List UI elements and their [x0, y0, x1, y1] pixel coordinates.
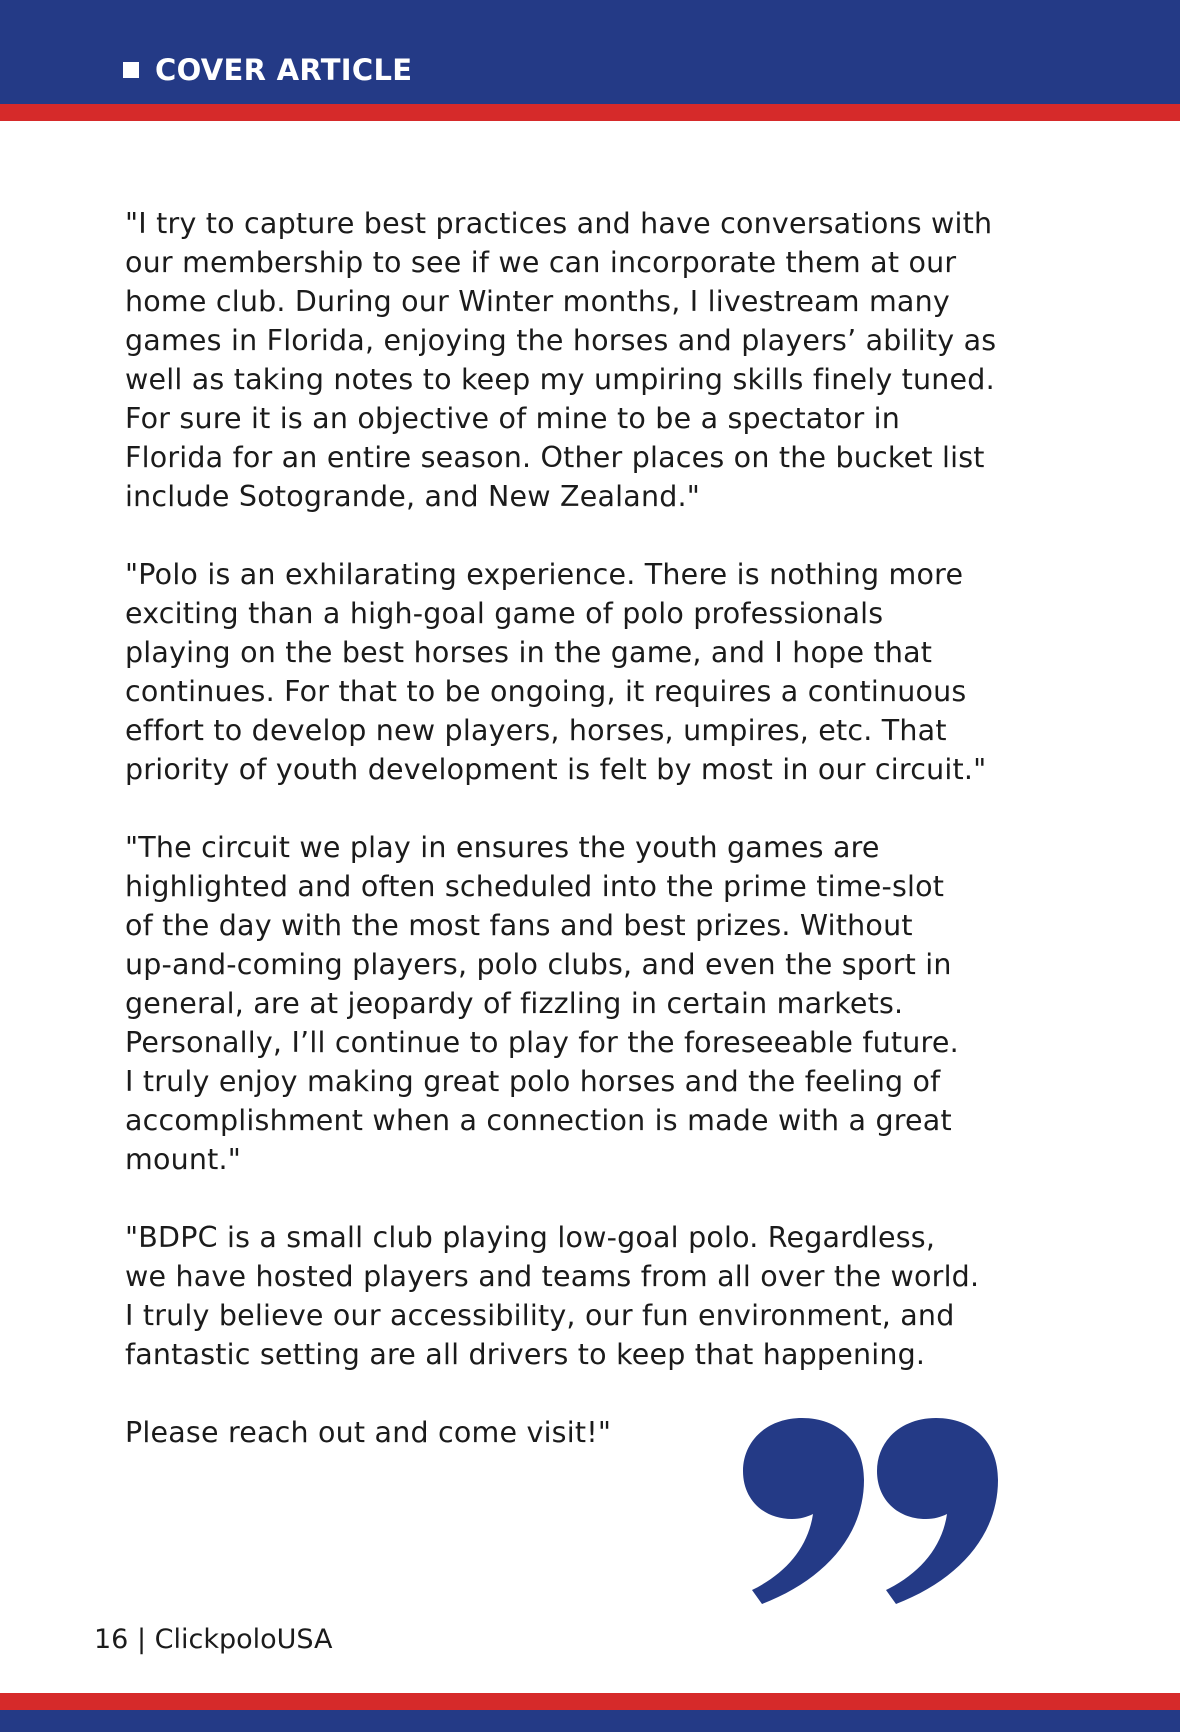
article-body — [125, 204, 1075, 1491]
article-paragraph-3: "The circuit we play in ensures the youth games are highlighted and often scheduled into the prime time-slot of the day with the most fans and best prizes. Without up-and-coming players, polo clubs, and even the sport in general, are at jeopardy of fizzling in certain markets. Personally, I’ll continue to play for the foreseeable future. I truly enjoy making great polo horses and the feeling of accomplishment when a connection is made with a great mount." — [125, 831, 959, 1176]
article-paragraph-1: "I try to capture best practices and have conversations with our membership to see if we can incorporate them at our home club. During our Winter months, I livestream many games in Florida, enjoying the horses and players’ ability as well as taking notes to keep my umpiring skills finely tuned. For sure it is an objective of mine to be a spectator in Florida for an entire season. Other places on the bucket list include Sotogrande, and New Zealand." — [125, 207, 997, 513]
article-paragraph-4: "BDPC is a small club playing low-goal polo. Regardless, we have hosted players and teams from all over the world. I truly believe our accessibility, our fun environment, and fantastic setting are all drivers to keep that happening. — [125, 1221, 980, 1371]
section-label: COVER ARTICLE — [155, 53, 413, 87]
footer-bar — [0, 1710, 1180, 1732]
closing-quote-icon — [740, 1418, 1000, 1604]
quote-comma-left — [743, 1418, 864, 1604]
article-paragraph-2: "Polo is an exhilarating experience. There is nothing more exciting than a high-goal game of polo professionals playing on the best horses in the game, and I hope that continues. For that to be ongoing, it requires a continuous effort to develop new players, horses, umpires, etc. That priority of youth development is felt by most in our circuit." — [125, 558, 987, 786]
footer-page-label: 16 | ClickpoloUSA — [94, 1624, 333, 1655]
footer-red-stripe — [0, 1693, 1180, 1710]
quote-comma-right — [877, 1418, 998, 1604]
header-red-stripe — [0, 104, 1180, 121]
section-square-icon — [123, 62, 139, 78]
article-paragraph-5: Please reach out and come visit!" — [125, 1416, 612, 1449]
